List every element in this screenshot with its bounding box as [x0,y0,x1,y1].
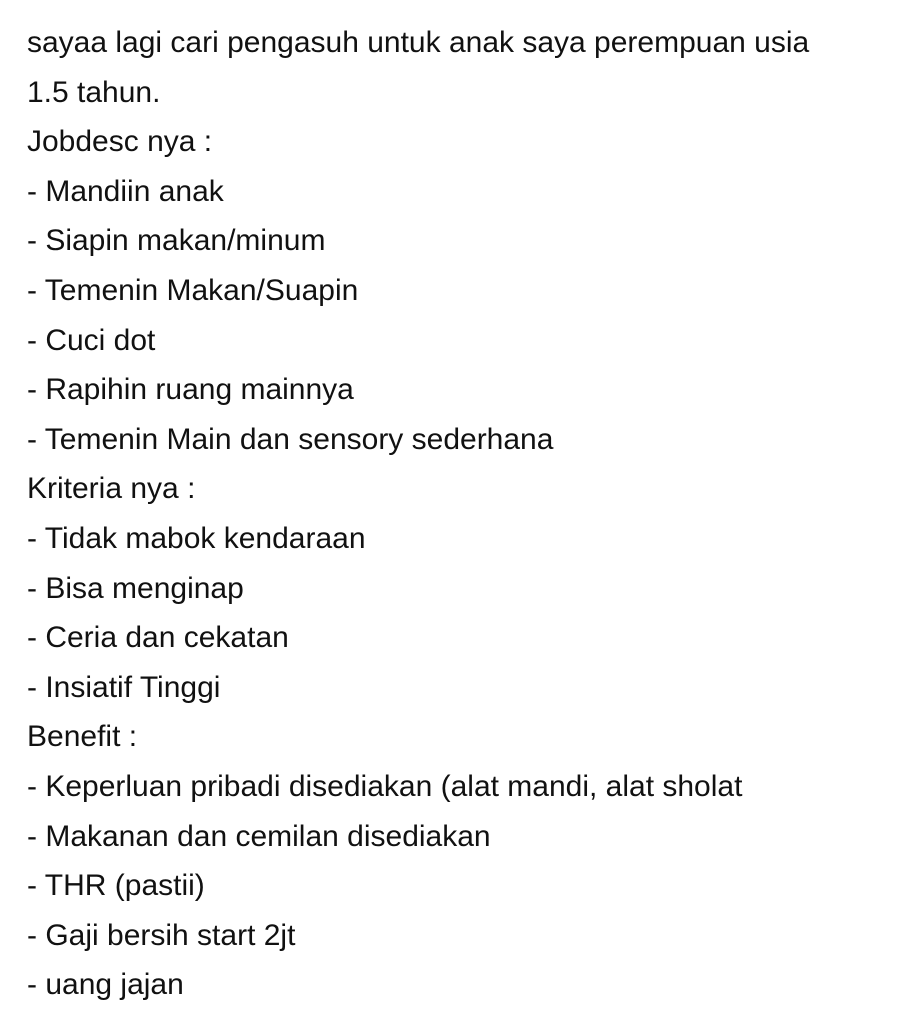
intro-text-line-2: 1.5 tahun. [27,75,161,109]
kriteria-item: - Ceria dan cekatan [27,621,289,655]
kriteria-item: - Bisa menginap [27,571,244,605]
jobdesc-item: - Temenin Makan/Suapin [27,273,359,307]
benefit-item: - Keperluan pribadi disediakan (alat mandi, alat sholat [27,769,743,803]
benefit-item: - uang jajan [27,968,184,1002]
kriteria-item: - Tidak mabok kendaraan [27,521,366,555]
benefit-item: - THR (pastii) [27,869,205,903]
intro-text-line-1: sayaa lagi cari pengasuh untuk anak saya perempuan usia [27,26,810,59]
jobdesc-item: - Rapihin ruang mainnya [27,373,354,407]
post-body [27,18,907,1010]
benefit-item: - Gaji bersih start 2jt [27,918,296,952]
benefit-item: - Makanan dan cemilan disediakan [27,819,491,853]
kriteria-item: - Insiatif Tinggi [27,670,221,704]
kriteria-heading: Kriteria nya : [27,472,196,506]
jobdesc-item: - Cuci dot [27,323,156,357]
benefit-heading: Benefit : [27,720,138,754]
jobdesc-item: - Mandiin anak [27,174,224,208]
jobdesc-heading: Jobdesc nya : [27,125,213,159]
jobdesc-item: - Siapin makan/minum [27,224,326,258]
jobdesc-item: - Temenin Main dan sensory sederhana [27,422,554,456]
